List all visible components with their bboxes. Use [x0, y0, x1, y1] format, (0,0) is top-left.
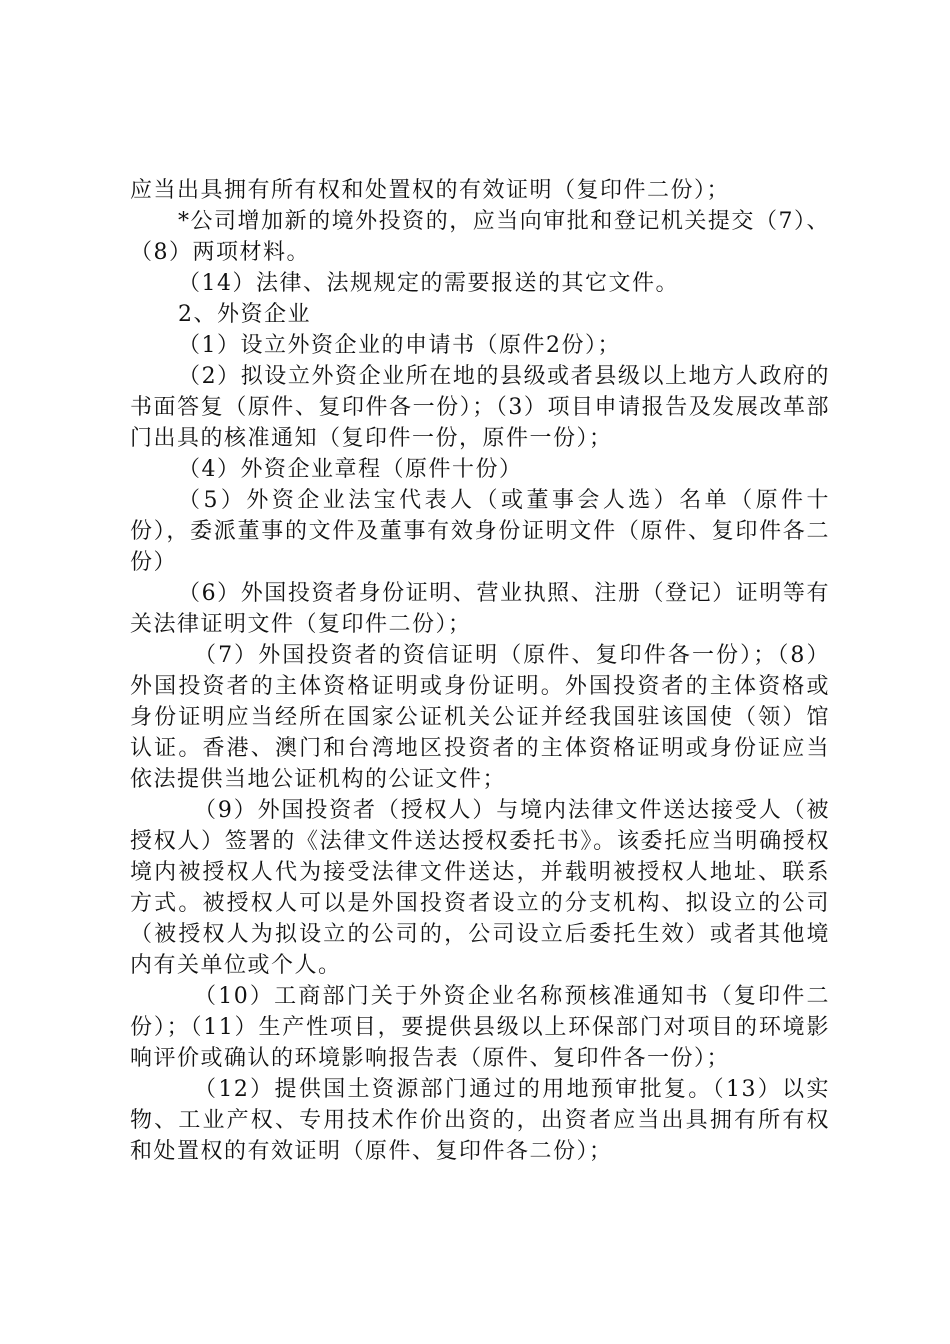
- paragraph-3: （14）法律、法规规定的需要报送的其它文件。: [178, 271, 679, 296]
- paragraph-item-1: （1）设立外资企业的申请书（原件2份）；: [178, 333, 621, 358]
- paragraph-item-6: （6）外国投资者身份证明、营业执照、注册（登记）证明等有关法律证明文件（复印件二份）；: [130, 581, 830, 637]
- paragraph-item-4: （4）外资企业章程（原件十份）: [178, 457, 523, 482]
- paragraph-1: 应当出具拥有所有权和处置权的有效证明（复印件二份）；: [130, 178, 731, 203]
- paragraph-item-12: （12）提供国土资源部门通过的用地预审批复。（13）以实物、工业产权、专用技术作价出资的，出资者应当出具拥有所有权和处置权的有效证明（原件、复印件各二份）；: [130, 1077, 830, 1164]
- paragraph-item-10: （10）工商部门关于外资企业名称预核准通知书（复印件二份）；（11）生产性项目，要提供县级以上环保部门对项目的环境影响评价或确认的环境影响报告表（原件、复印件各一份）；: [130, 984, 830, 1071]
- paragraph-item-7: （7）外国投资者的资信证明（原件、复印件各一份）；（8）外国投资者的主体资格证明或身份证明。外国投资者的主体资格或身份证明应当经所在国家公证机关公证并经我国驻该国使（领）馆认证。香港、澳门和台湾地区投资者的主体资格证明或身份证应当依法提供当地公证机构的公证文件；: [130, 643, 830, 792]
- paragraph-2: *公司增加新的境外投资的，应当向审批和登记机关提交（7）、（8）两项材料。: [130, 209, 830, 265]
- paragraph-item-9: （9）外国投资者（授权人）与境内法律文件送达接受人（被授权人）签署的《法律文件送达授权委托书》。该委托应当明确授权境内被授权人代为接受法律文件送达，并载明被授权人地址、联系方式。被授权人可以是外国投资者设立的分支机构、拟设立的公司（被授权人为拟设立的公司的，公司设立后委托生效）或者其他境内有关单位或个人。: [130, 798, 830, 978]
- paragraph-item-2: （2）拟设立外资企业所在地的县级或者县级以上地方人政府的书面答复（原件、复印件各一份）；（3）项目申请报告及发展改革部门出具的核准通知（复印件一份，原件一份）；: [130, 364, 830, 451]
- section-heading: 2、外资企业: [178, 302, 311, 327]
- document-body: [130, 175, 830, 1167]
- paragraph-item-5: （5）外资企业法宝代表人（或董事会人选）名单（原件十份），委派董事的文件及董事有效身份证明文件（原件、复印件各二份）: [130, 488, 830, 575]
